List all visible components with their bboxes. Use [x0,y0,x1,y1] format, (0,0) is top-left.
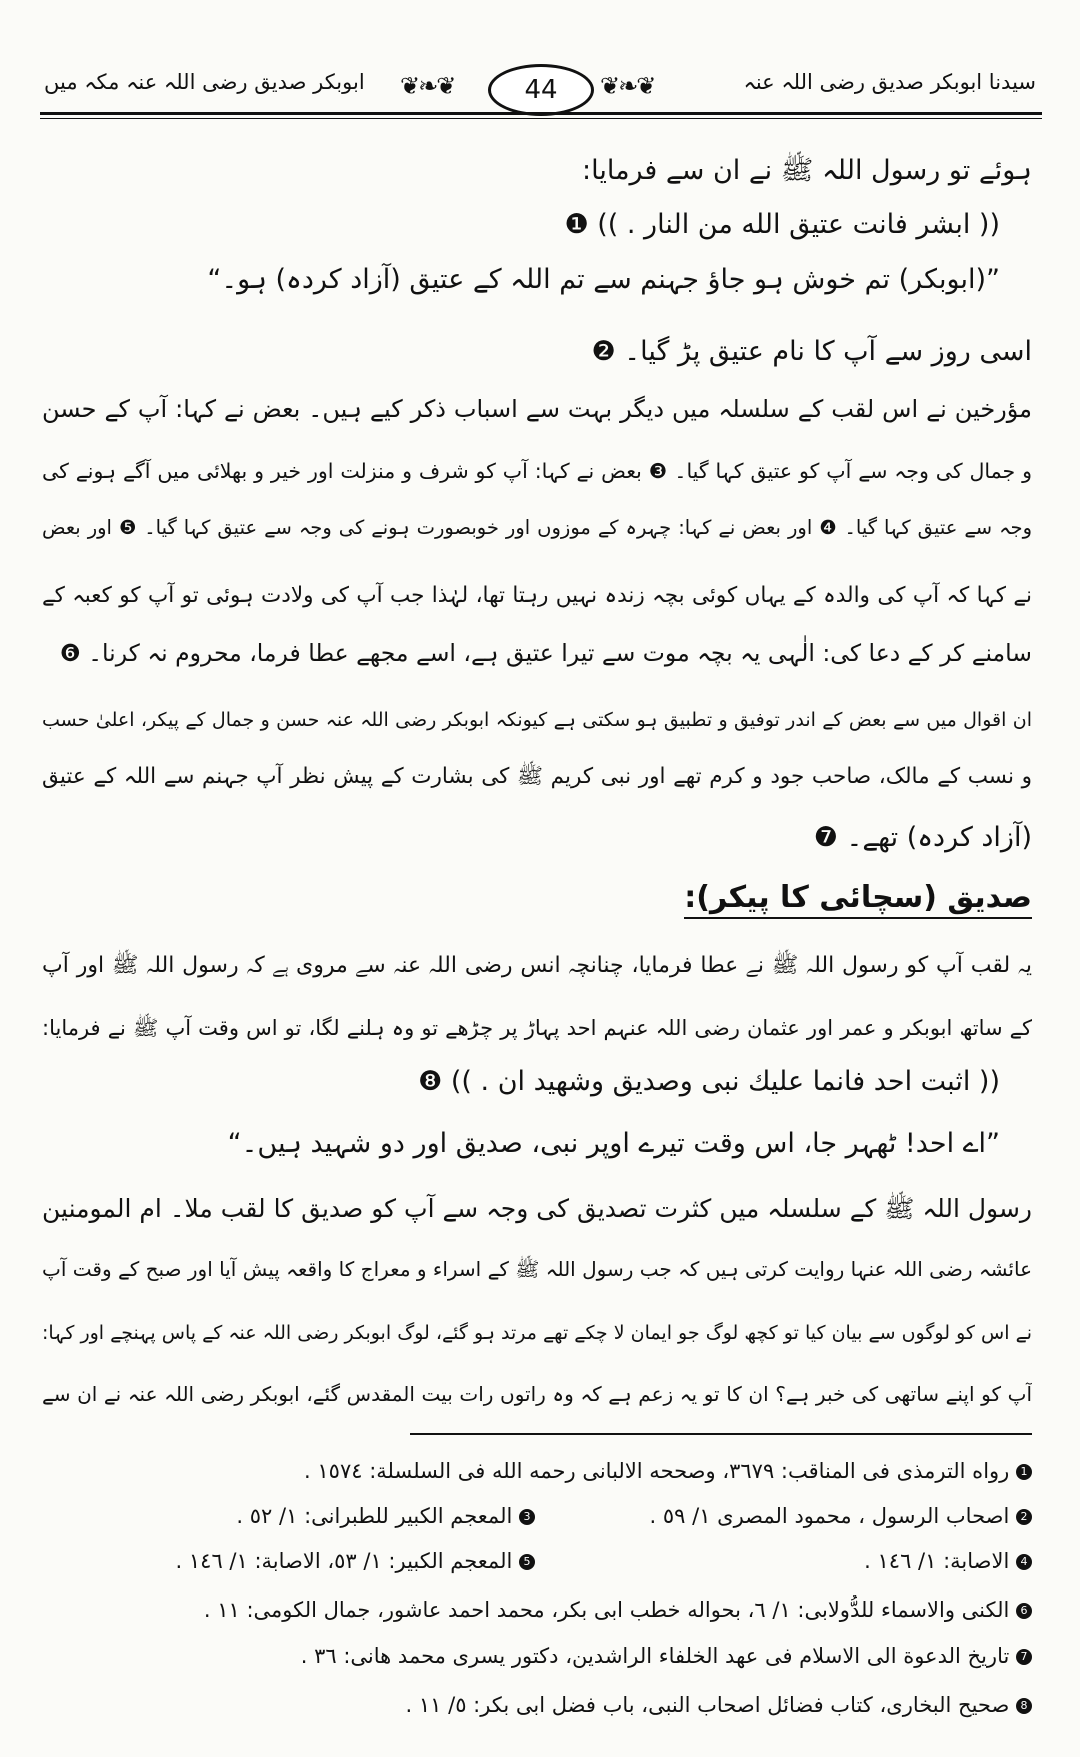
body-line: مؤرخین نے اس لقب کے سلسلہ میں دیگر بہت سے اسباب ذکر کیے ہیں۔ بعض نے کہا: آپ کے حسن [42,395,1032,423]
section-heading: صدیق (سچائی کا پیکر): [684,880,1032,919]
body-line: رسول اللہ ﷺ کے سلسلہ میں کثرت تصدیق کی وجہ سے آپ کو صدیق کا لقب ملا۔ ام المومنین [42,1194,1032,1223]
body-line: آپ کو اپنے ساتھی کی خبر ہے؟ ان کا تو یہ زعم ہے کہ وہ راتوں رات بیت المقدس گئے، ابوبکر رضی اللہ عنہ نے ان سے [42,1382,1032,1406]
footnote-6: 6 الكنى والاسماء للدُّولابی: ١/ ٦، بحواله خطب ابی بكر، محمد احمد عاشور، جمال الكومی: ١١ . [52,1595,1032,1625]
body-line: اسی روز سے آپ کا نام عتیق پڑ گیا۔ ❷ [591,336,1032,367]
page-number: 44 [488,64,594,116]
body-line: یہ لقب آپ کو رسول اللہ ﷺ نے عطا فرمایا، چنانچہ انس رضی اللہ عنہ سے مروی ہے کہ رسول اللہ ﷺ اور آپ [42,953,1032,978]
translation-line: ”اے احد! ٹھہر جا، اس وقت تیرے اوپر نبی، صدیق اور دو شہید ہیں۔“ [227,1128,1000,1159]
body-line: ان اقوال میں سے بعض کے اندر توفیق و تطبیق ہو سکتی ہے کیونکہ ابوبکر رضی اللہ عنہ حسن و جمال کے پیکر، اعلیٰ حسب [42,709,1032,731]
footnote-7: 7 تاريخ الدعوة الى الاسلام فی عهد الخلفاء الراشدين، دكتور يسری محمد هانی: ٣٦ . [52,1641,1032,1671]
body-line: ہوئے تو رسول اللہ ﷺ نے ان سے فرمایا: [582,155,1032,186]
arabic-quote: (( اثبت احد فانما علیك نبی وصدیق وشهید ان . )) ❽ [418,1066,1000,1097]
body-line: وجہ سے عتیق کہا گیا۔ ❹ اور بعض نے کہا: چہرہ کے موزوں اور خوبصورت ہونے کی وجہ سے عتیق کہا گیا۔ ❺ اور بعض [42,516,1032,539]
ornament-left-icon: ❦❧❦ [400,72,455,100]
running-header-book: سیدنا ابوبکر صدیق رضی اللہ عنہ [743,70,1036,94]
header-rule-thin [40,118,1042,119]
translation-line: ”(ابوبکر) تم خوش ہو جاؤ جہنم سے تم اللہ کے عتیق (آزاد کردہ) ہو۔“ [207,264,1000,295]
footnote-5: 5 المعجم الكبير: ١/ ٥٣، الاصابة: ١/ ١٤٦ . [55,1546,535,1576]
arabic-quote: (( ابشر فانت عتیق الله من النار . )) ❶ [564,209,1000,240]
body-line: نے اس کو لوگوں سے بیان کیا تو کچھ لوگ جو ایمان لا چکے تھے مرتد ہو گئے، لوگ ابوبکر رضی اللہ عنہ کے پاس پہنچے اور کہا: [42,1322,1032,1344]
body-line: سامنے کر کے دعا کی: الٰہی یہ بچہ موت سے تیرا عتیق ہے، اسے مجھے عطا فرما، محروم نہ کرنا۔ ❻ [59,639,1032,667]
footnote-4: 4 الاصابة: ١/ ١٤٦ . [562,1546,1032,1576]
footnote-1: 1 رواه الترمذی فی المناقب: ٣٦٧٩، وصححه الالبانی رحمه الله فی السلسلة: ١٥٧٤ . [52,1456,1032,1486]
footnote-rule [410,1433,1032,1435]
body-line: کے ساتھ ابوبکر و عمر اور عثمان رضی اللہ عنہم احد پہاڑ پر چڑھے تو وہ ہلنے لگا، تو اس وقت آپ ﷺ نے فرمایا: [42,1016,1032,1040]
body-line: عائشہ رضی اللہ عنہا روایت کرتی ہیں کہ جب رسول اللہ ﷺ کے اسراء و معراج کا واقعہ پیش آیا اور صبح کے وقت آپ [42,1257,1032,1281]
running-header-chapter: ابوبکر صدیق رضی اللہ عنہ مکہ میں [44,70,365,94]
body-line: (آزاد کردہ) تھے۔ ❼ [813,822,1032,853]
body-line: و نسب کے مالک، صاحب جود و کرم تھے اور نبی کریم ﷺ کی بشارت کے پیش نظر آپ جہنم سے اللہ کے عتیق [42,764,1032,789]
body-line: نے کہا کہ آپ کی والدہ کے یہاں کوئی بچہ زندہ نہیں رہتا تھا، لہٰذا جب آپ کی ولادت ہوئی تو آپ کو کعبہ کے [42,583,1032,608]
footnote-3: 3 المعجم الكبير للطبرانی: ١/ ٥٢ . [55,1501,535,1531]
ornament-right-icon: ❦❧❦ [600,72,655,100]
header-rule [40,112,1042,115]
body-line: و جمال کی وجہ سے آپ کو عتیق کہا گیا۔ ❸ بعض نے کہا: آپ کو شرف و منزلت اور خیر و بھلائی میں آگے ہونے کی [42,459,1032,483]
footnote-8: 8 صحيح البخاری، كتاب فضائل اصحاب النبی، باب فضل ابی بكر: ٥/ ١١ . [52,1690,1032,1720]
footnote-2: 2 اصحاب الرسول ، محمود المصری ١/ ٥٩ . [562,1501,1032,1531]
